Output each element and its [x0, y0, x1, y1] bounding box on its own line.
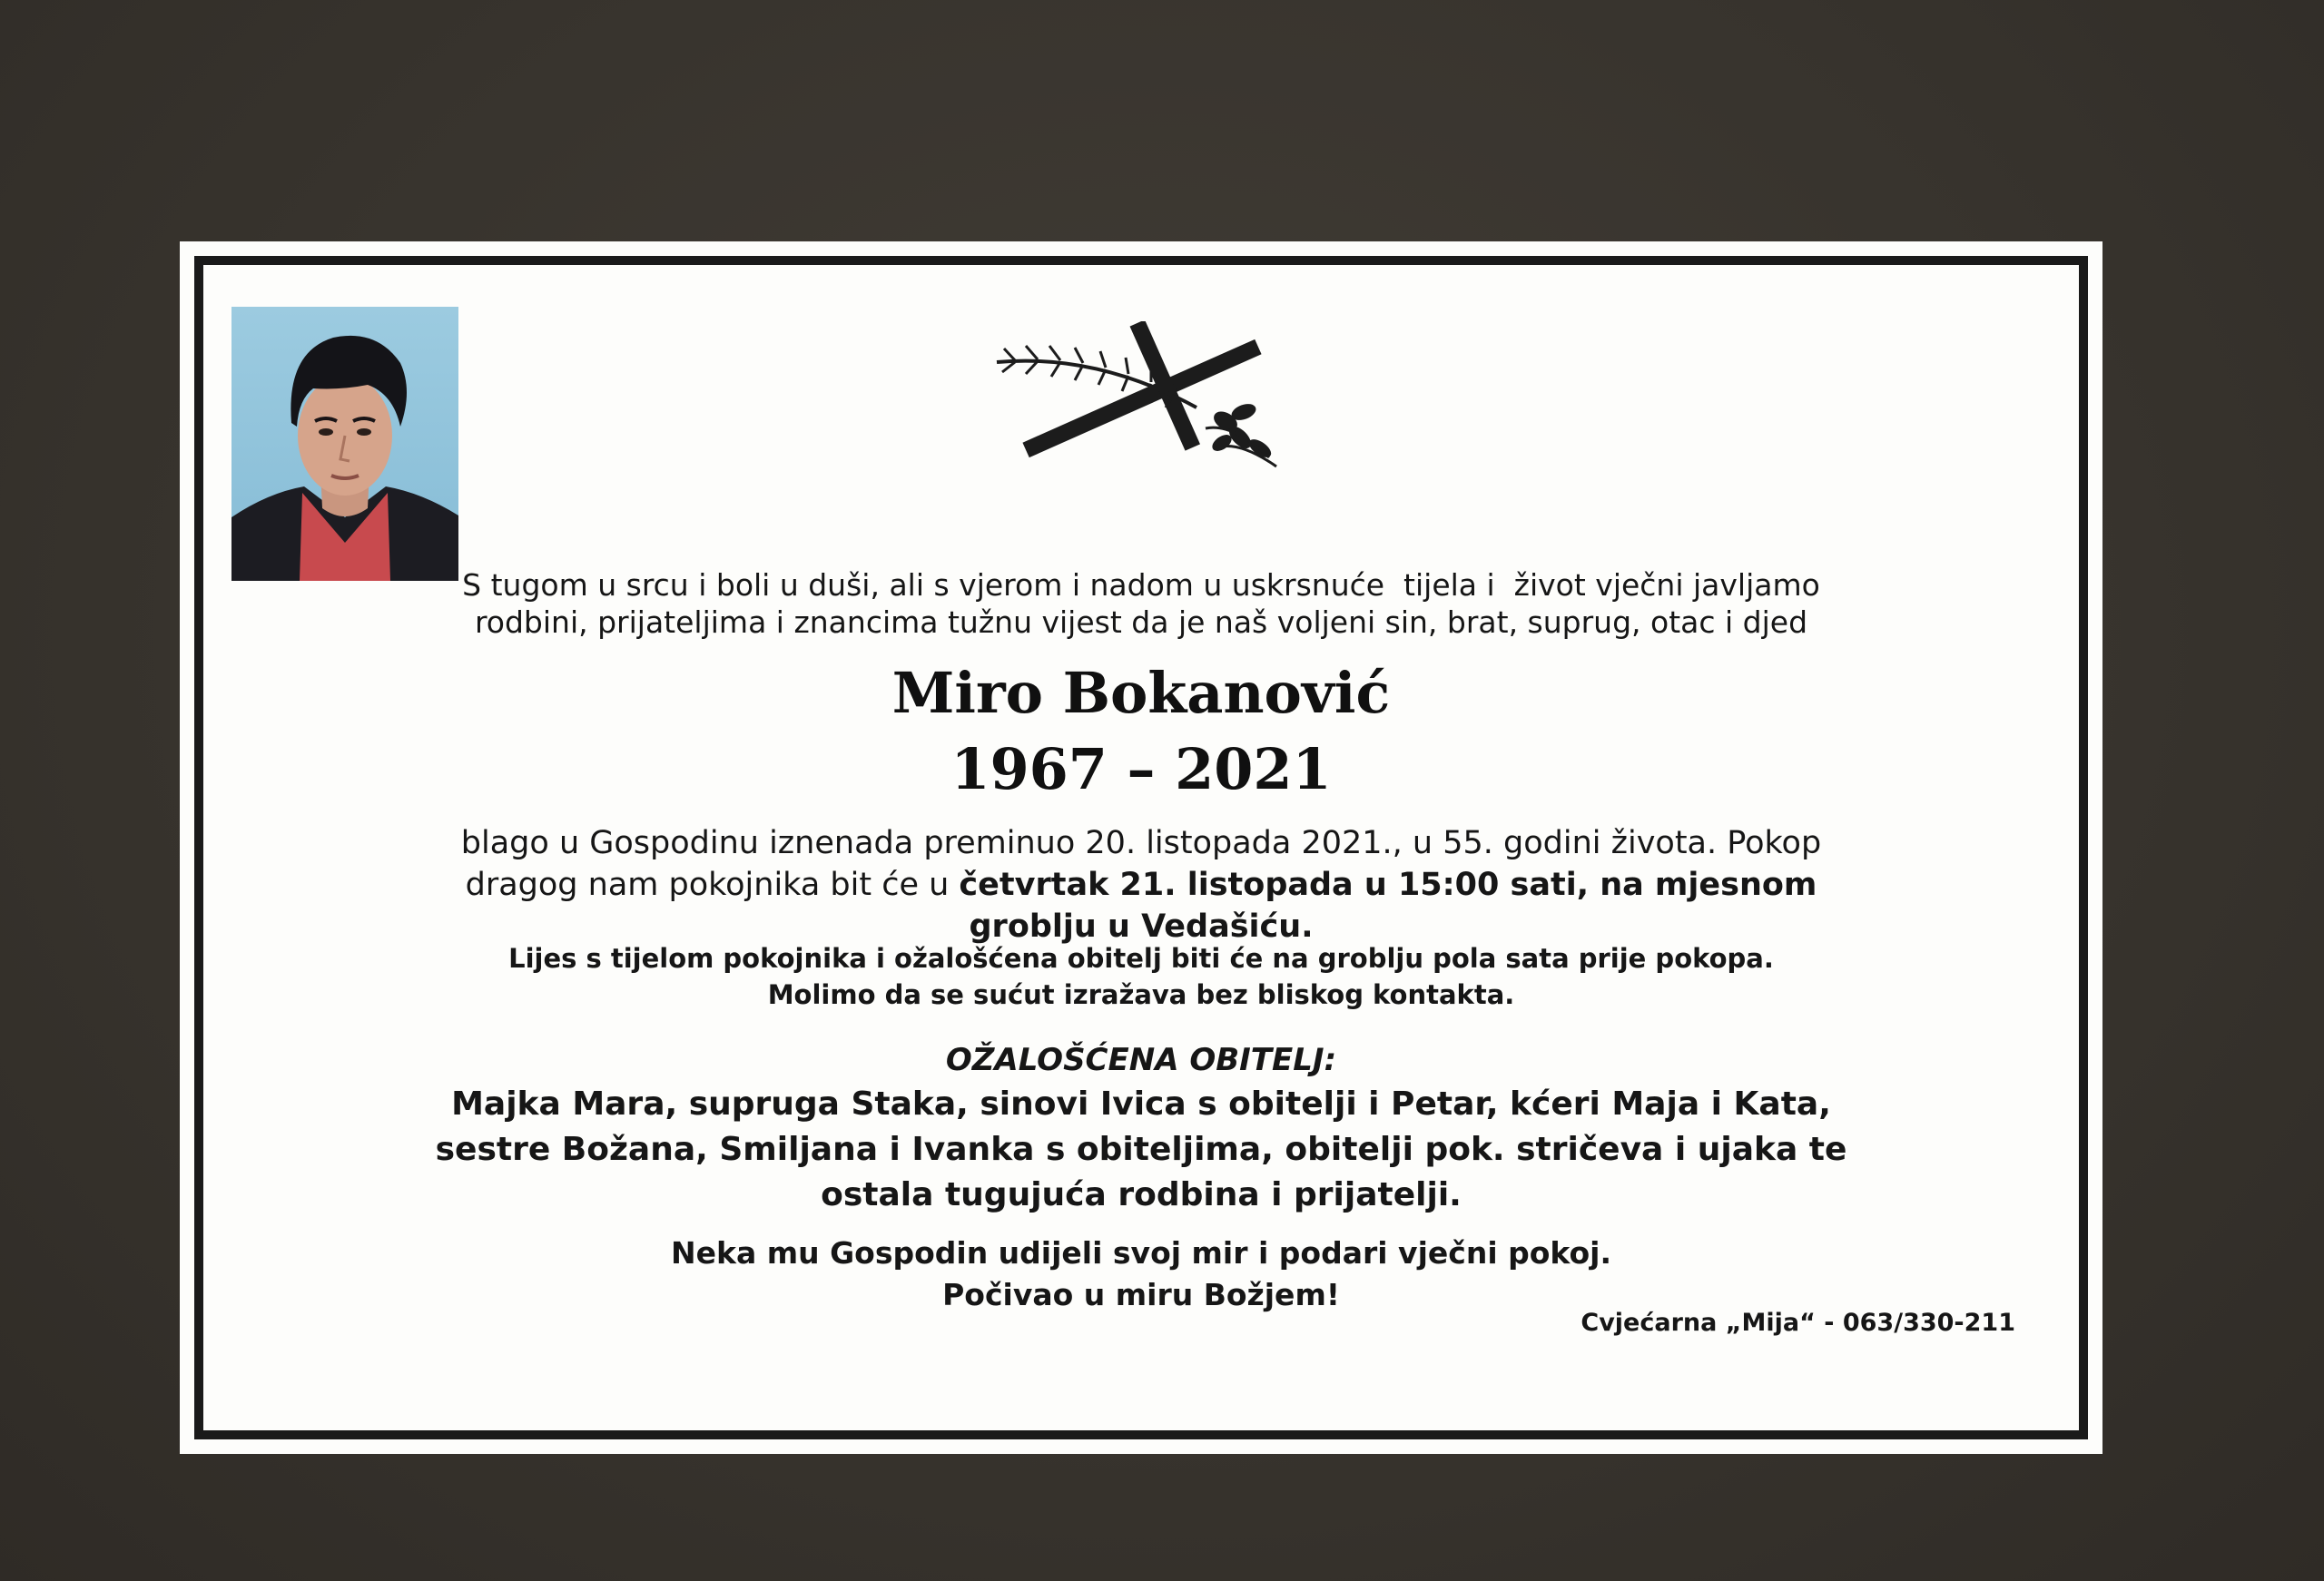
- funeral-date-time: četvrtak 21. listopada u 15:00 sati, na mjesnom: [959, 867, 1817, 903]
- mourning-family: [180, 1082, 2102, 1218]
- notice-line: Molimo da se sućut izražava bez bliskog kontakta.: [767, 979, 1515, 1010]
- funeral-place: groblju u Vedašiću.: [969, 908, 1314, 945]
- florist-credit: Cvjećarna „Mija“ - 063/330-211: [1581, 1309, 2015, 1337]
- closing-prayer: [180, 1232, 2102, 1316]
- funeral-details: [180, 822, 2102, 948]
- funeral-notice: [180, 940, 2102, 1013]
- intro-line: rodbini, prijateljima i znancima tužnu vijest da je naš voljeni sin, brat, suprug, otac i djed: [474, 604, 1808, 640]
- family-line: ostala tugujuća rodbina i prijatelji.: [821, 1176, 1462, 1213]
- notice-line: Lijes s tijelom pokojnika i ožalošćena obitelj biti će na groblju pola sata prije pokopa.: [508, 943, 1774, 974]
- family-heading: OŽALOŠĆENA OBITELJ:: [945, 1042, 1337, 1078]
- details-line: [180, 864, 2102, 906]
- family-line: sestre Božana, Smiljana i Ivanka s obiteljima, obitelji pok. stričeva i ujaka te: [435, 1131, 1847, 1168]
- obituary-notice: [180, 241, 2102, 1454]
- family-line: Majka Mara, supruga Staka, sinovi Ivica s obitelji i Petar, kćeri Maja i Kata,: [451, 1085, 1831, 1123]
- details-plain: dragog nam pokojnika bit će u: [465, 867, 960, 903]
- details-line: blago u Gospodinu iznenada preminuo 20. listopada 2021., u 55. godini života. Pokop: [460, 825, 1822, 861]
- deceased-name: Miro Bokanović: [891, 660, 1391, 726]
- life-years: 1967 – 2021: [950, 736, 1332, 802]
- intro-text: [180, 566, 2102, 641]
- intro-line: S tugom u srcu i boli u duši, ali s vjerom i nadom u uskrsnuće tijela i život vječni javljamo: [462, 567, 1820, 603]
- prayer-line: Počivao u miru Božjem!: [942, 1277, 1340, 1312]
- portrait-photo: [231, 307, 458, 581]
- prayer-line: Neka mu Gospodin udijeli svoj mir i podari vječni pokoj.: [671, 1235, 1611, 1271]
- cross-with-palm-icon: [988, 321, 1296, 476]
